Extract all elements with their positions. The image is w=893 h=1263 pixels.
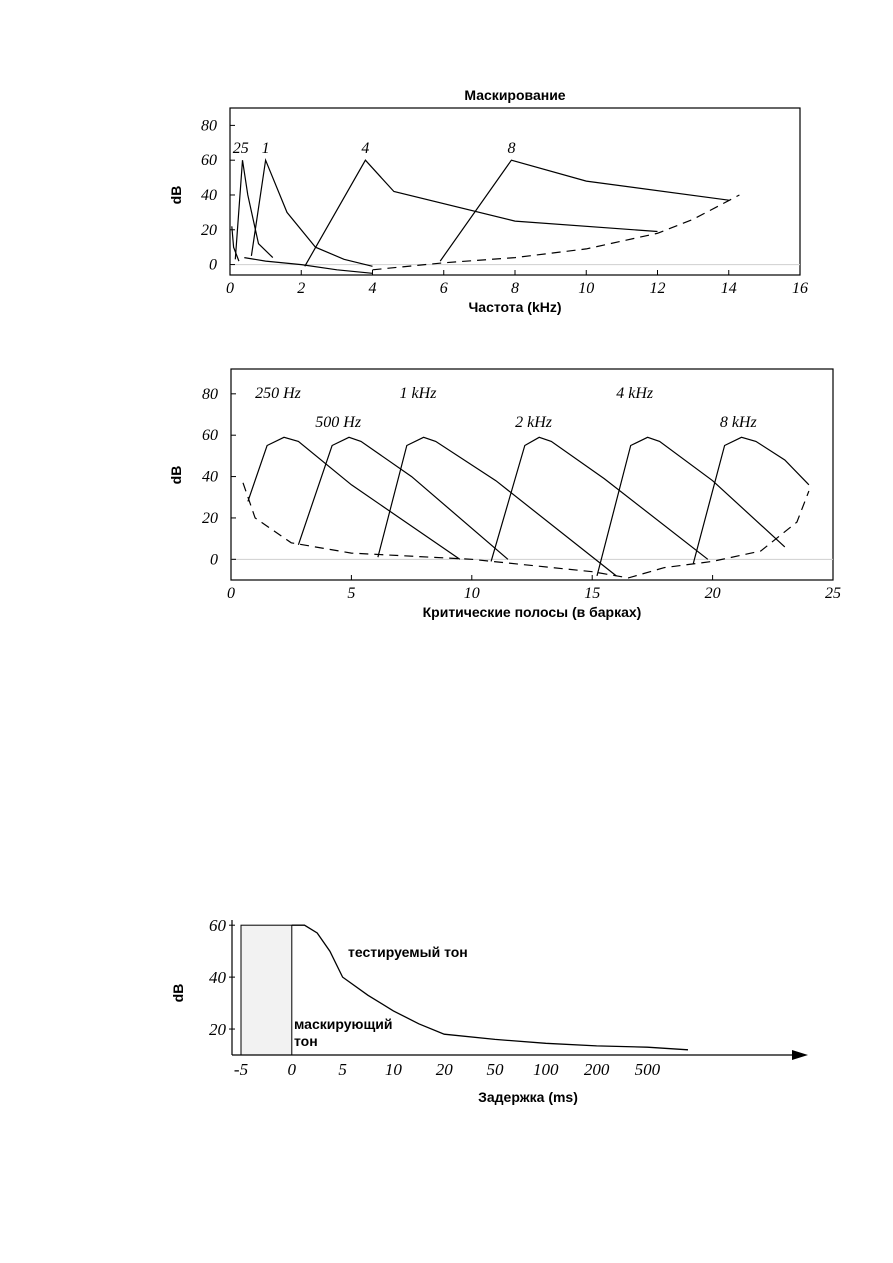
x-axis-label: Частота (kHz) [468,299,562,315]
masking-curve-2 [298,437,508,559]
threshold-curve [373,195,740,270]
masking-curve-3 [378,437,616,576]
y-tick-label: 0 [210,551,218,569]
temporal-masking-chart [170,916,808,1105]
x-axis-label: Критические полосы (в барках) [422,604,642,620]
y-tick-label: 60 [209,916,226,936]
x-tick-label: 4 [368,280,377,297]
x-axis-arrow [792,1050,808,1060]
x-tick-label: 8 [511,280,519,297]
masking-curve-3 [251,160,372,266]
curve-annotation: 4 [361,140,370,158]
curve-annotation: 250 Hz [255,384,301,402]
x-tick-label: 5 [338,1060,347,1079]
curve-annotation: 8 kHz [719,413,757,431]
x-tick-label: 10 [384,1060,402,1079]
curve-annotation: 1 kHz [399,384,437,402]
curve-annotation: 500 Hz [315,413,362,431]
masking-curve-1 [248,437,460,559]
x-tick-label: 100 [533,1060,559,1079]
y-tick-label: 80 [201,117,217,135]
y-tick-label: 20 [201,221,217,239]
y-axis-label: dB [168,185,184,205]
y-tick-label: 40 [202,468,218,486]
x-tick-label: 14 [720,280,737,297]
masking-curve-4 [305,160,658,266]
masking-curve-4 [491,437,708,561]
curve-annotation: 8 [507,140,516,158]
y-tick-label: 60 [202,427,218,445]
x-tick-label: 16 [792,280,808,297]
curve-annotation: 1 [261,140,270,158]
y-axis-label: dB [170,983,186,1003]
threshold-curve [243,483,809,578]
x-tick-label: 10 [578,280,595,297]
x-tick-label: 5 [347,585,356,602]
x-tick-label: 6 [439,280,448,297]
masking-curve-5 [597,437,785,576]
test-tone-label: тестируемый тон [348,944,468,960]
x-tick-label: 200 [583,1060,610,1079]
x-tick-label: 500 [634,1060,661,1079]
masking-frequency-chart [168,87,808,315]
masking-curve-2 [235,160,272,259]
plot-frame [230,108,800,275]
x-tick-label: 20 [704,585,721,602]
masker-tone-label [294,1016,393,1049]
y-axis-label: dB [168,465,184,485]
x-tick-label: 15 [584,585,601,602]
masking-curve-6 [693,437,809,563]
x-tick-label: 50 [486,1060,504,1079]
x-tick-label: 20 [435,1060,453,1079]
y-tick-label: 40 [201,186,217,204]
curve-annotation: 25 [232,140,249,158]
y-tick-label: 0 [209,256,217,274]
y-tick-label: 20 [202,509,218,527]
masking-curve-5 [440,160,729,261]
x-tick-label: 12 [649,280,666,297]
x-tick-label: 0 [226,280,234,297]
masker-tone-label-line: маскирующий [294,1016,393,1032]
curve-annotation: 2 kHz [515,413,553,431]
x-axis-label: Задержка (ms) [478,1089,578,1105]
x-tick-label: 25 [825,585,841,602]
y-tick-label: 80 [202,385,218,403]
y-tick-label: 40 [209,968,226,988]
x-tick-label: 0 [227,585,235,602]
chart-title: Маскирование [464,87,566,103]
masker-block [241,925,292,1055]
x-tick-label: 0 [287,1060,297,1079]
masker-tone-label-line: тон [294,1033,318,1049]
curve-annotation: 4 kHz [616,384,654,402]
x-tick-label: -5 [233,1060,249,1079]
y-tick-label: 60 [201,152,217,170]
critical-bands-chart [168,369,841,620]
x-tick-label: 10 [463,585,480,602]
x-tick-label: 2 [297,280,306,297]
y-tick-label: 20 [209,1020,226,1040]
